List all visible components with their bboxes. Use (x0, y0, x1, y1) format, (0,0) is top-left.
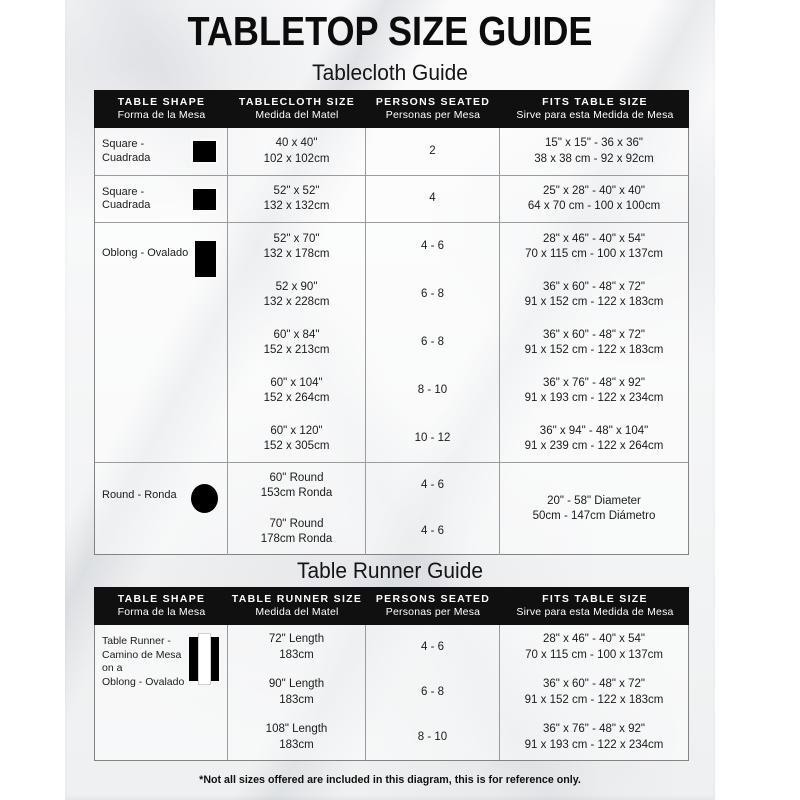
header-cell-table-shape (95, 91, 228, 127)
fits-value-merged: 20" - 58" Diameter 50cm - 147cm Diámetro (532, 494, 656, 522)
header-label-en: TABLE RUNNER SIZE (231, 592, 363, 605)
shape-label: Oblong - Ovalado (102, 247, 189, 259)
persons-value: 10 - 12 (414, 432, 451, 445)
table-row-round (95, 462, 688, 554)
fits-value: 15" x 15" - 36 x 36" 38 x 38 cm - 92 x 92cm (534, 137, 654, 165)
fits-value: 36" x 60" - 48" x 72" 91 x 152 cm - 122 x 183cm (524, 678, 664, 706)
fits-value: 36" x 94" - 48" x 104" 91 x 239 cm - 122 x 264cm (524, 424, 664, 452)
size-value: 52" x 52" 132 x 132cm (263, 184, 330, 212)
fits-cell (499, 176, 688, 222)
header-label-es: Forma de la Mesa (117, 109, 206, 121)
tablecloth-header-row (94, 90, 689, 128)
persons-value: 8 - 10 (417, 384, 448, 397)
fits-value: 36" x 60" - 48" x 72" 91 x 152 cm - 122 x 183cm (524, 280, 664, 308)
size-value: 40 x 40" 102 x 102cm (263, 137, 330, 165)
persons-value: 4 - 6 (420, 640, 444, 653)
fits-value: 36" x 76" - 48" x 92" 91 x 193 cm - 122 x 234cm (524, 376, 664, 404)
size-cell (227, 223, 365, 463)
size-value: 60" x 120" 152 x 305cm (263, 424, 330, 452)
shape-label: Table Runner - Camino de Mesa on a Oblong - Ovalado (102, 635, 185, 688)
marble-background (65, 0, 715, 800)
fits-cell (499, 625, 688, 760)
size-value: 108" Length 183cm (265, 723, 328, 751)
header-cell-fits-table-size (500, 588, 690, 624)
size-cell (227, 128, 365, 175)
square-icon (191, 187, 218, 212)
persons-value: 8 - 10 (417, 730, 448, 743)
persons-value: 4 (429, 192, 436, 205)
header-label-en: TABLECLOTH SIZE (238, 95, 356, 108)
runner-strip-shape (198, 633, 211, 685)
header-label-en: TABLE SHAPE (117, 95, 206, 108)
persons-value: 2 (429, 144, 436, 157)
persons-cell (365, 176, 499, 222)
header-cell-fits-table-size (500, 91, 690, 127)
header-label-es: Medida del Matel (255, 606, 339, 618)
persons-value: 4 - 6 (420, 479, 444, 492)
header-label-es: Medida del Matel (255, 109, 339, 121)
shape-cell (95, 176, 227, 222)
fits-value: 25" x 28" - 40" x 40" 64 x 70 cm - 100 x 100cm (527, 184, 661, 212)
header-label-en: PERSONS SEATED (375, 95, 491, 108)
header-label-es: Forma de la Mesa (117, 606, 206, 618)
table-runner-icon (189, 633, 219, 685)
size-value: 60" x 84" 152 x 213cm (263, 328, 330, 356)
oblong-icon (193, 239, 218, 279)
size-cell (227, 463, 365, 555)
persons-value: 6 - 8 (420, 288, 444, 301)
shape-label: Round - Ronda (102, 489, 177, 501)
tablecloth-table (94, 90, 689, 555)
persons-value: 6 - 8 (420, 685, 444, 698)
fits-cell (499, 463, 688, 555)
size-value: 72" Length 183cm (268, 633, 325, 661)
footnote: *Not all sizes offered are included in this diagram, this is for reference only. (199, 774, 581, 786)
persons-cell (365, 625, 499, 760)
fits-value: 36" x 76" - 48" x 92" 91 x 193 cm - 122 x 234cm (524, 723, 664, 751)
header-label-en: TABLE SHAPE (117, 592, 206, 605)
header-cell-runner-size (228, 588, 366, 624)
table-row-square-52 (95, 175, 688, 222)
fits-value: 36" x 60" - 48" x 72" 91 x 152 cm - 122 x 183cm (524, 328, 664, 356)
page-title: TABLETOP SIZE GUIDE (187, 8, 593, 54)
size-value: 90" Length 183cm (268, 678, 325, 706)
runner-header-row (94, 587, 689, 625)
fits-value: 28" x 46" - 40" x 54" 70 x 115 cm - 100 x 137cm (525, 633, 663, 661)
size-value: 60" x 104" 152 x 264cm (263, 376, 330, 404)
header-label-en: PERSONS SEATED (375, 592, 491, 605)
shape-label: Square - Cuadrada (102, 138, 151, 164)
tablecloth-table-body (94, 128, 689, 555)
persons-cell (365, 223, 499, 463)
header-label-en: FITS TABLE SIZE (542, 592, 648, 605)
table-runner-guide-heading: Table Runner Guide (297, 558, 483, 583)
shape-label: Square - Cuadrada (102, 185, 151, 211)
header-cell-persons-seated (366, 588, 500, 624)
table-row-square-40 (95, 128, 688, 175)
header-label-es: Personas per Mesa (385, 606, 481, 618)
persons-value: 6 - 8 (420, 336, 444, 349)
table-row-runner (95, 625, 688, 760)
header-label-en: FITS TABLE SIZE (542, 95, 648, 108)
shape-cell (95, 128, 227, 175)
persons-cell (365, 463, 499, 555)
fits-cell (499, 128, 688, 175)
table-row-oblong (95, 222, 688, 462)
circle-icon (191, 484, 218, 513)
size-value: 60" Round 153cm Ronda (260, 471, 333, 499)
size-value: 52 x 90" 132 x 228cm (263, 280, 330, 308)
size-value: 52" x 70" 132 x 178cm (263, 232, 330, 260)
shape-cell (95, 223, 227, 463)
runner-table-body (94, 625, 689, 761)
header-cell-tablecloth-size (228, 91, 366, 127)
header-label-es: Sirve para esta Medida de Mesa (516, 109, 674, 121)
size-cell (227, 176, 365, 222)
persons-value: 4 - 6 (420, 525, 444, 538)
shape-cell (95, 463, 227, 555)
size-value: 70" Round 178cm Ronda (260, 517, 333, 545)
table-runner-table (94, 587, 689, 761)
persons-cell (365, 128, 499, 175)
size-cell (227, 625, 365, 760)
persons-value: 4 - 6 (420, 240, 444, 253)
fits-value: 28" x 46" - 40" x 54" 70 x 115 cm - 100 x 137cm (525, 232, 663, 260)
header-label-es: Personas per Mesa (385, 109, 481, 121)
shape-cell (95, 625, 227, 760)
header-label-es: Sirve para esta Medida de Mesa (516, 606, 674, 618)
header-cell-table-shape (95, 588, 228, 624)
header-cell-persons-seated (366, 91, 500, 127)
square-icon (191, 139, 218, 164)
fits-cell (499, 223, 688, 463)
tablecloth-guide-heading: Tablecloth Guide (312, 60, 468, 85)
